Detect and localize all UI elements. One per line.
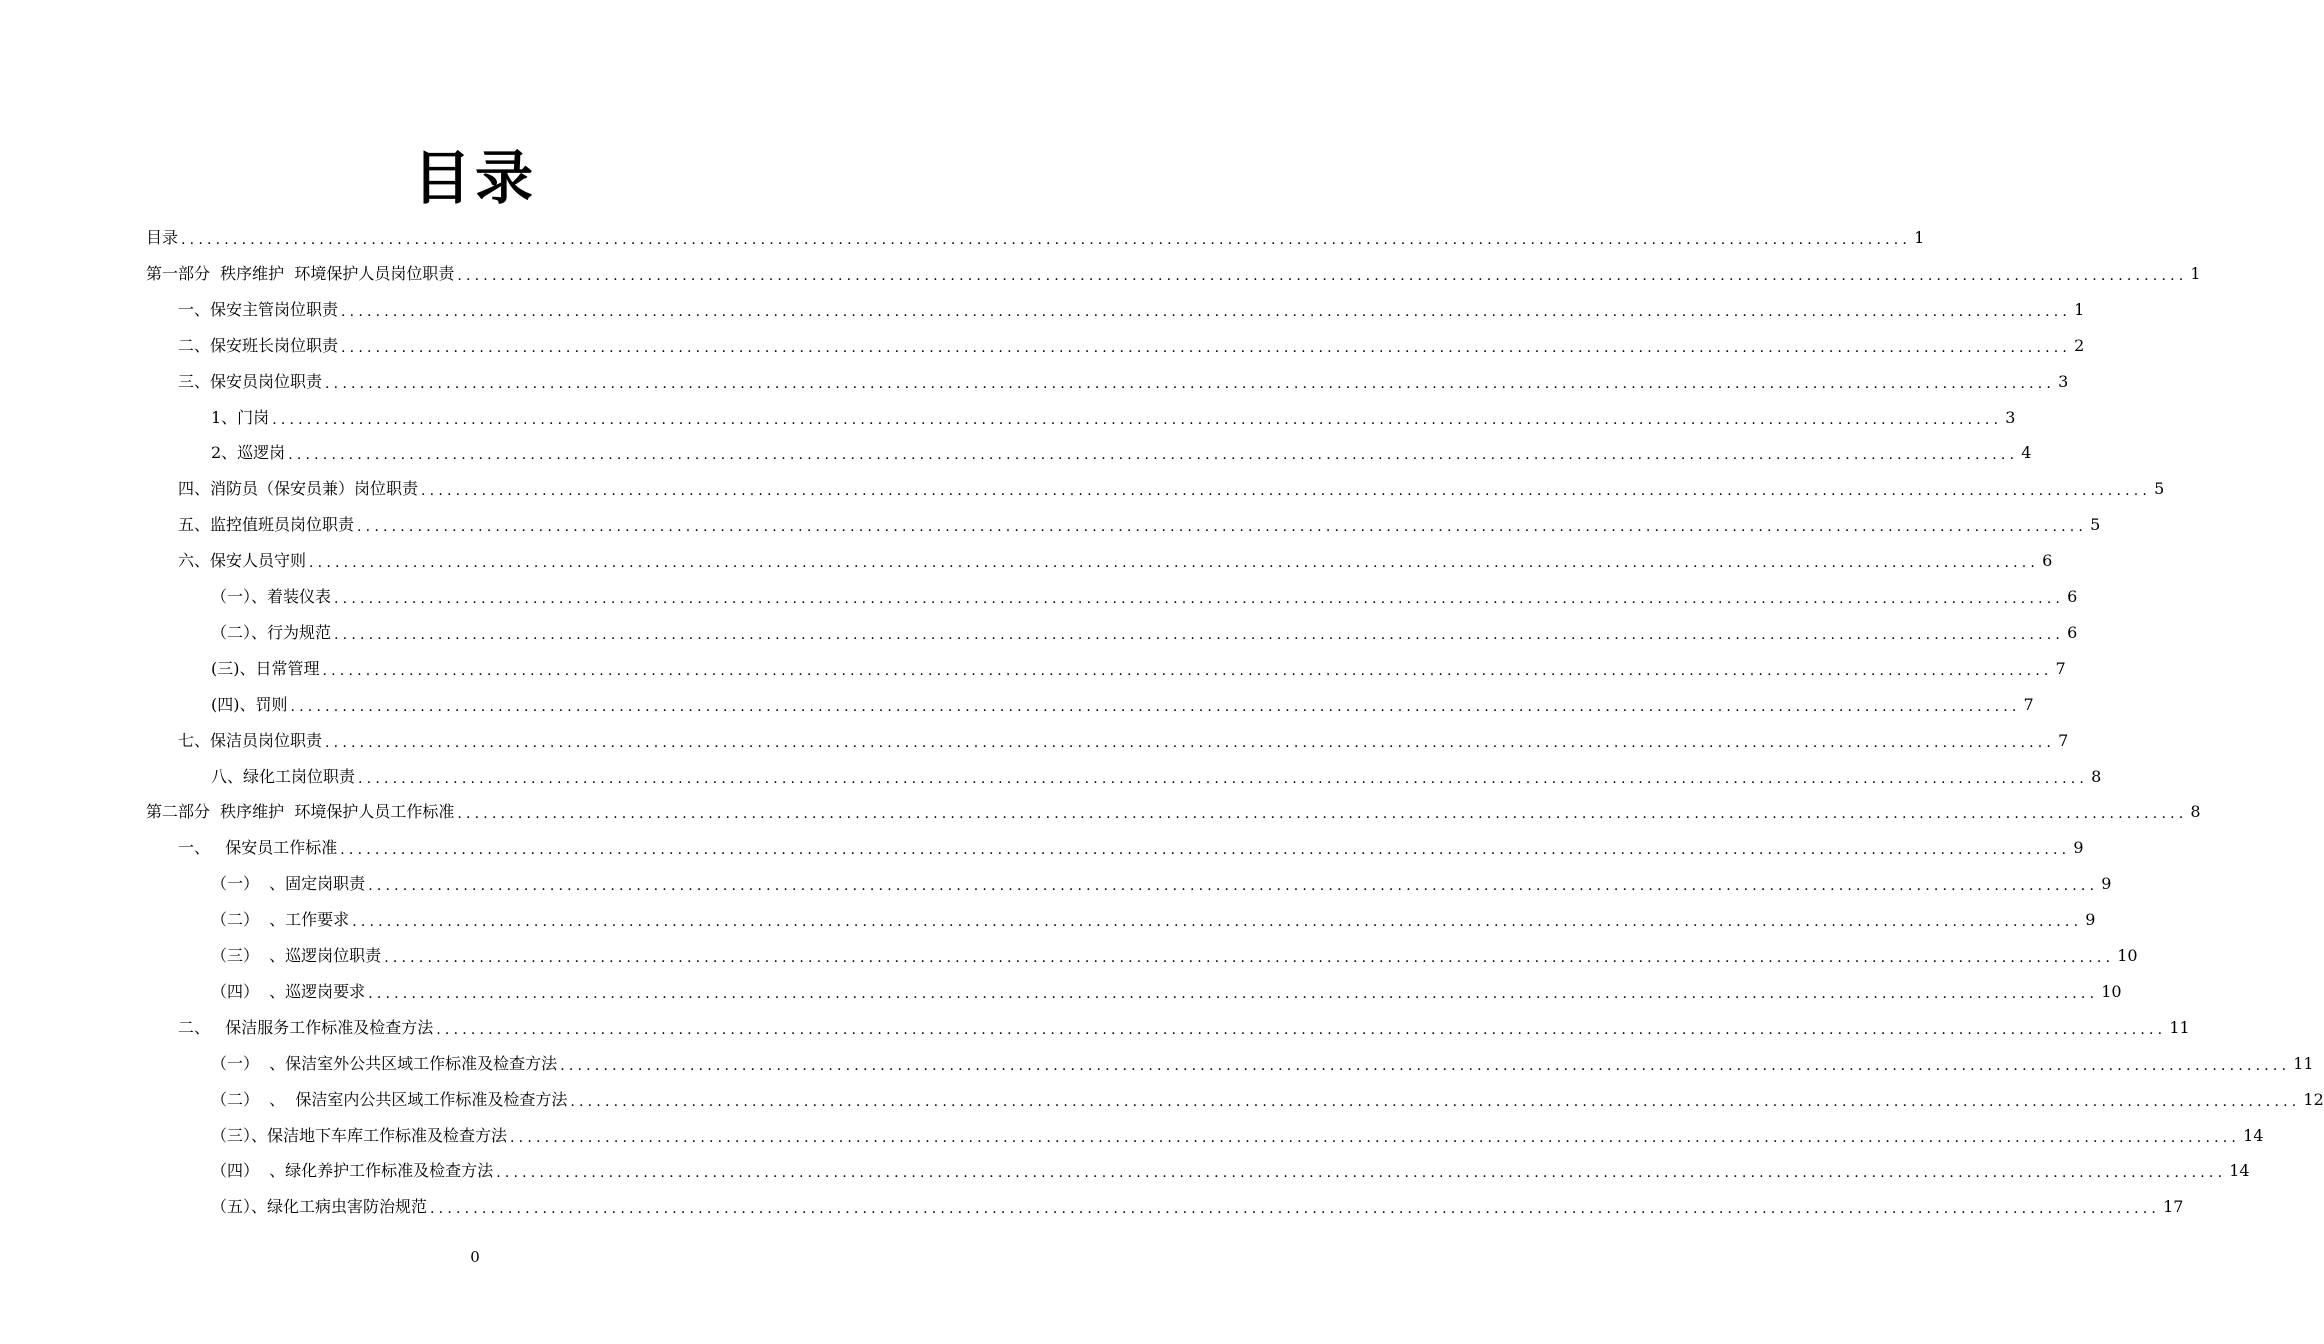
toc-entry[interactable] xyxy=(211,1153,2250,1189)
toc-entry-page: 11 xyxy=(2293,1053,2314,1073)
toc-entry-page: 7 xyxy=(2023,694,2034,714)
toc-entry-label: 四、消防员（保安员兼）岗位职责 xyxy=(178,479,419,499)
page-number: 0 xyxy=(470,1248,480,1266)
toc-leader-dots: ........................................................................................................................................................................................................ xyxy=(288,447,2019,464)
toc-entry-label: （四） 、绿化养护工作标准及检查方法 xyxy=(211,1161,494,1181)
toc-entry-label: （一）、着装仪表 xyxy=(211,587,332,606)
toc-entry[interactable] xyxy=(211,1118,2264,1154)
toc-entry-page: 3 xyxy=(2005,407,2016,427)
toc-entry[interactable] xyxy=(211,435,2032,471)
toc-leader-dots: ........................................................................................................................................................................................................ xyxy=(322,662,2053,679)
toc-entry-label: (四)、罚则 xyxy=(211,694,288,714)
toc-entry-label: 目录 xyxy=(146,228,179,247)
toc-entry-label: 二、保安班长岗位职责 xyxy=(178,335,339,355)
toc-entry-label: 第一部分 秩序维护 环境保护人员岗位职责 xyxy=(146,263,455,283)
toc-entry-page: 9 xyxy=(2085,910,2096,930)
toc-entry[interactable] xyxy=(178,364,2069,400)
toc-entry-page: 8 xyxy=(2091,766,2102,786)
toc-entry-label: （三） 、巡逻岗位职责 xyxy=(211,946,382,965)
toc-entry-label: （五）、绿化工病虫害防治规范 xyxy=(211,1197,428,1217)
toc-entry-page: 3 xyxy=(2058,371,2069,391)
toc-entry-label: （三）、保洁地下车库工作标准及检查方法 xyxy=(211,1125,508,1145)
toc-entry-label: 二、 保洁服务工作标准及检查方法 xyxy=(178,1017,434,1037)
toc-leader-dots: ........................................................................................................................................................................................................ xyxy=(430,1201,2161,1218)
toc-entry-page: 12 xyxy=(2303,1089,2324,1109)
toc-entry-page: 1 xyxy=(2190,263,2201,283)
toc-entry[interactable] xyxy=(211,1082,2324,1118)
toc-entry-page: 6 xyxy=(2042,551,2053,571)
toc-entry-label: （一） 、固定岗职责 xyxy=(211,874,366,894)
toc-entry-label: 一、保安主管岗位职责 xyxy=(178,299,339,319)
toc-entry-label: (三)、日常管理 xyxy=(211,658,320,678)
toc-entry[interactable] xyxy=(146,256,2201,292)
toc-title: 目录 xyxy=(412,144,537,212)
toc-leader-dots: ........................................................................................................................................................................................................ xyxy=(334,591,2065,607)
toc-entry-label: （二）、行为规范 xyxy=(211,622,332,642)
toc-entry-page: 17 xyxy=(2163,1197,2184,1217)
toc-entry[interactable] xyxy=(211,866,2112,902)
toc-entry-page: 6 xyxy=(2067,587,2078,606)
toc-leader-dots: ........................................................................................................................................................................................................ xyxy=(510,1129,2241,1146)
toc-entry[interactable] xyxy=(211,902,2096,938)
toc-leader-dots: ........................................................................................................................................................................................................ xyxy=(368,985,2099,1002)
toc-entry-page: 5 xyxy=(2090,515,2101,535)
toc-leader-dots: ........................................................................................................................................................................................................ xyxy=(290,698,2021,715)
toc-entry-page: 9 xyxy=(2101,874,2112,894)
toc-entry-label: 1、门岗 xyxy=(211,407,270,427)
toc-leader-dots: ........................................................................................................................................................................................................ xyxy=(325,375,2056,392)
toc-entry-page: 14 xyxy=(2243,1125,2264,1145)
toc-entry-page: 9 xyxy=(2073,838,2084,858)
toc-leader-dots: ........................................................................................................................................................................................................ xyxy=(334,626,2065,643)
toc-entry[interactable] xyxy=(211,687,2034,723)
toc-entry[interactable] xyxy=(146,794,2201,830)
toc-entry[interactable] xyxy=(178,543,2053,579)
toc-entry-page: 10 xyxy=(2117,946,2138,965)
toc-entry[interactable] xyxy=(178,507,2101,543)
toc-entry-page: 5 xyxy=(2154,479,2165,499)
toc-entry[interactable] xyxy=(178,328,2085,364)
toc-entry-page: 11 xyxy=(2169,1017,2190,1037)
toc-entry-page: 1 xyxy=(2074,299,2085,319)
toc-leader-dots: ........................................................................................................................................................................................................ xyxy=(457,267,2188,284)
toc-leader-dots: ........................................................................................................................................................................................................ xyxy=(570,1093,2301,1110)
toc-leader-dots: ........................................................................................................................................................................................................ xyxy=(181,232,1912,248)
toc-leader-dots: ........................................................................................................................................................................................................ xyxy=(560,1057,2291,1074)
toc-entry-page: 10 xyxy=(2101,981,2122,1001)
toc-entry-label: （二） 、 保洁室内公共区域工作标准及检查方法 xyxy=(211,1089,568,1109)
toc-entry-label: 五、监控值班员岗位职责 xyxy=(178,515,355,535)
toc-entry-label: 六、保安人员守则 xyxy=(178,551,307,571)
toc-entry-page: 14 xyxy=(2229,1161,2250,1181)
toc-entry[interactable] xyxy=(178,830,2084,866)
toc-leader-dots: ........................................................................................................................................................................................................ xyxy=(436,1021,2167,1038)
toc-entry[interactable] xyxy=(211,400,2016,436)
toc-entry-page: 4 xyxy=(2021,443,2032,463)
toc-entry-label: （二） 、工作要求 xyxy=(211,910,350,930)
toc-leader-dots: ........................................................................................................................................................................................................ xyxy=(384,950,2115,966)
toc-leader-dots: ........................................................................................................................................................................................................ xyxy=(496,1165,2227,1182)
toc-leader-dots: ........................................................................................................................................................................................................ xyxy=(357,519,2088,536)
toc-leader-dots: ........................................................................................................................................................................................................ xyxy=(358,770,2089,787)
toc-entry-page: 6 xyxy=(2067,622,2078,642)
toc-entry[interactable] xyxy=(211,615,2078,651)
toc-leader-dots: ........................................................................................................................................................................................................ xyxy=(341,303,2072,320)
toc-entry-label: 三、保安员岗位职责 xyxy=(178,371,323,391)
toc-entry-label: （四） 、巡逻岗要求 xyxy=(211,981,366,1001)
toc-entry[interactable] xyxy=(146,220,1925,256)
toc-entry-label: 2、巡逻岗 xyxy=(211,443,286,463)
toc-leader-dots: ........................................................................................................................................................................................................ xyxy=(421,483,2152,500)
toc-entry-label: 七、保洁员岗位职责 xyxy=(178,730,323,750)
toc-entry-label: 第二部分 秩序维护 环境保护人员工作标准 xyxy=(146,802,455,822)
toc-entry[interactable] xyxy=(211,1046,2314,1082)
toc-entry-label: 一、 保安员工作标准 xyxy=(178,838,338,858)
toc-entry[interactable] xyxy=(178,723,2069,759)
toc-leader-dots: ........................................................................................................................................................................................................ xyxy=(457,806,2188,823)
toc-leader-dots: ........................................................................................................................................................................................................ xyxy=(341,339,2072,356)
toc-entry[interactable] xyxy=(211,1189,2184,1225)
toc-entry-page: 8 xyxy=(2190,802,2201,822)
toc-entry[interactable] xyxy=(178,471,2165,507)
toc-entry-label: 八、绿化工岗位职责 xyxy=(211,766,356,786)
toc-leader-dots: ........................................................................................................................................................................................................ xyxy=(309,555,2040,572)
toc-entry[interactable] xyxy=(211,974,2122,1010)
toc-leader-dots: ........................................................................................................................................................................................................ xyxy=(325,734,2056,751)
toc-entry[interactable] xyxy=(178,292,2085,328)
toc-entry[interactable] xyxy=(178,1010,2190,1046)
toc-entry-page: 2 xyxy=(2074,335,2085,355)
toc-entry-page: 1 xyxy=(1914,228,1925,247)
toc-leader-dots: ........................................................................................................................................................................................................ xyxy=(352,914,2083,931)
toc-leader-dots: ........................................................................................................................................................................................................ xyxy=(340,842,2071,859)
toc-entry-page: 7 xyxy=(2058,730,2069,750)
toc-entry[interactable] xyxy=(211,651,2066,687)
toc-entry[interactable] xyxy=(211,579,2078,615)
toc-entry-label: （一） 、保洁室外公共区域工作标准及检查方法 xyxy=(211,1053,558,1073)
toc-entry[interactable] xyxy=(211,759,2102,795)
toc-leader-dots: ........................................................................................................................................................................................................ xyxy=(272,411,2003,428)
toc-entry[interactable] xyxy=(211,938,2138,974)
toc-leader-dots: ........................................................................................................................................................................................................ xyxy=(368,878,2099,895)
toc-entry-page: 7 xyxy=(2055,658,2066,678)
